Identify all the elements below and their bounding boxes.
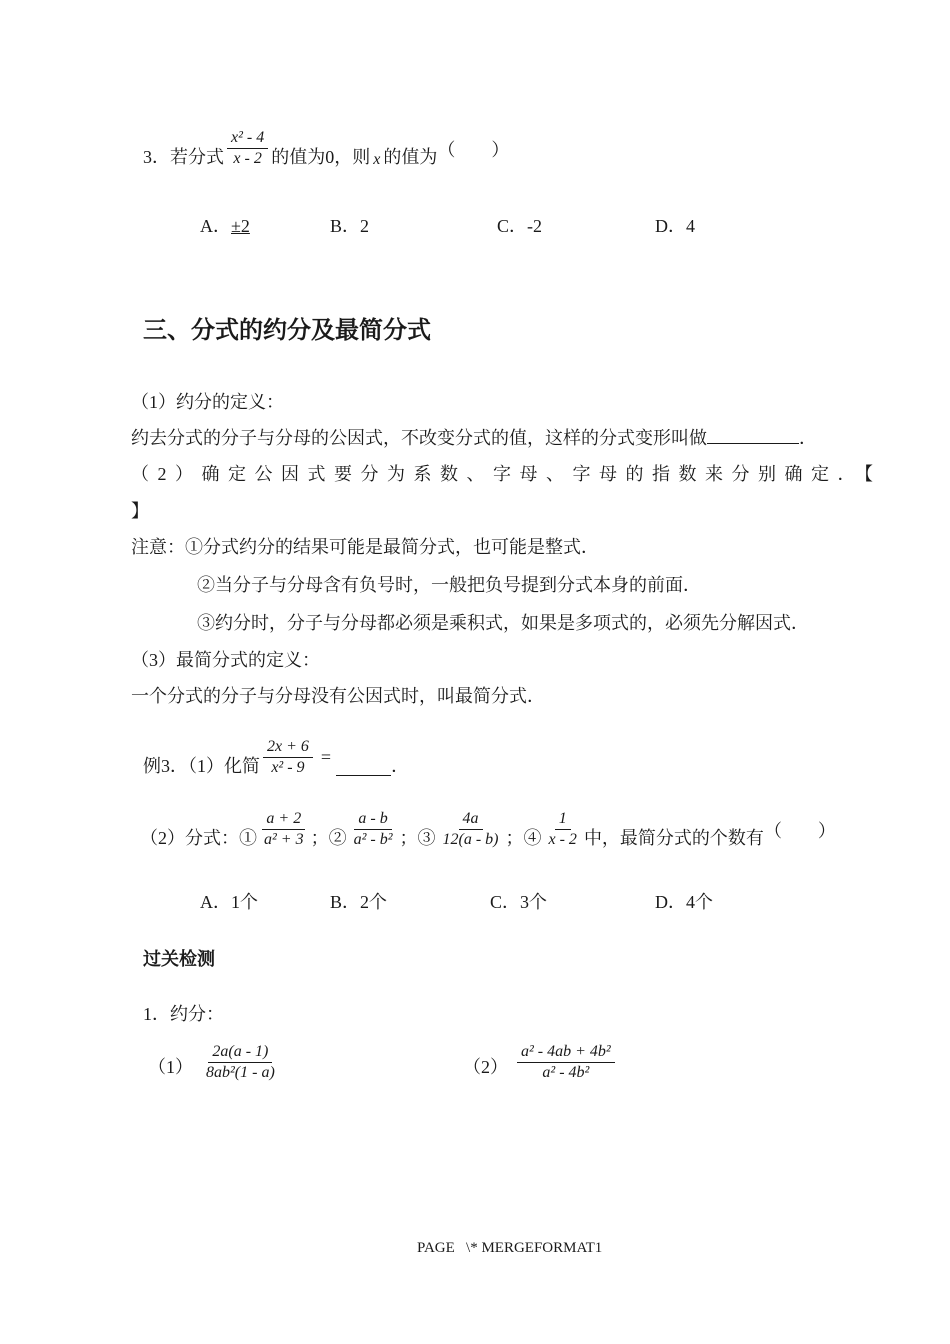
fraction-denominator: x² - 9 bbox=[271, 759, 305, 777]
option-d-value: 4个 bbox=[686, 892, 713, 912]
section-heading: 三、分式的约分及最简分式 bbox=[143, 317, 431, 344]
option-d-label: D． bbox=[655, 892, 686, 912]
page-number-field: PAGE \* MERGEFORMAT1 bbox=[417, 1240, 603, 1256]
fraction bbox=[202, 1043, 279, 1083]
fraction-numerator: 1 bbox=[555, 810, 571, 830]
option-a bbox=[200, 888, 258, 914]
note-1: 注意：①分式约分的结果可能是最简分式，也可能是整式． bbox=[131, 537, 599, 557]
option-c-value: 3个 bbox=[520, 892, 548, 912]
option-a bbox=[200, 212, 250, 238]
separator-3: ；③ bbox=[399, 827, 436, 848]
point2-close: 】 bbox=[131, 501, 149, 521]
passcheck-q1: 1．约分： bbox=[143, 1004, 224, 1024]
question-3-options bbox=[0, 212, 950, 242]
reduce-item-1 bbox=[148, 1043, 282, 1083]
option-a-label: A． bbox=[200, 216, 231, 236]
fraction-numerator: a + 2 bbox=[262, 810, 305, 830]
def1-text bbox=[131, 424, 817, 450]
question-3-suffix: 的值为 bbox=[383, 146, 438, 167]
option-c-label: C． bbox=[497, 216, 528, 236]
option-b-value: 2 bbox=[360, 216, 370, 236]
answer-paren: （ ） bbox=[763, 820, 836, 841]
fraction-numerator: 2x + 6 bbox=[263, 738, 313, 758]
option-c-label: C． bbox=[490, 892, 521, 912]
item-1-label: （1） bbox=[148, 1056, 193, 1077]
answer-paren: （ ） bbox=[437, 139, 510, 160]
fraction-numerator: 4a bbox=[459, 810, 483, 830]
question-3-mid: 的值为0，则 bbox=[271, 146, 371, 167]
fraction-denominator: a² + 3 bbox=[264, 831, 304, 849]
fraction bbox=[263, 738, 313, 778]
answer-blank bbox=[336, 756, 391, 776]
fraction-numerator: a² - 4ab + 4b² bbox=[517, 1043, 615, 1063]
fraction-denominator: 8ab²(1 - a) bbox=[206, 1064, 275, 1082]
part2-lead: （2）分式：① bbox=[140, 827, 257, 848]
fraction bbox=[227, 129, 268, 169]
note-2: ②当分子与分母含有负号时，一般把负号提到分式本身的前面． bbox=[197, 575, 701, 595]
example-3-period: ． bbox=[391, 755, 410, 776]
fraction-denominator: 12(a - b) bbox=[442, 831, 499, 849]
option-b-label: B． bbox=[330, 892, 361, 912]
option-c bbox=[497, 212, 542, 238]
def1-period: ． bbox=[799, 428, 817, 448]
option-c bbox=[490, 888, 547, 914]
option-d-label: D． bbox=[655, 216, 686, 236]
def3-text: 一个分式的分子与分母没有公因式时，叫最简分式． bbox=[131, 686, 545, 706]
passcheck-heading: 过关检测 bbox=[143, 949, 215, 969]
equals-sign: = bbox=[320, 747, 332, 768]
fraction-denominator: a² - b² bbox=[353, 831, 393, 849]
option-b-label: B． bbox=[330, 216, 361, 236]
option-b-value: 2个 bbox=[360, 892, 388, 912]
fraction-denominator: a² - 4b² bbox=[542, 1064, 590, 1082]
fraction bbox=[517, 1043, 615, 1083]
fill-blank bbox=[707, 424, 799, 444]
option-a-label: A． bbox=[200, 892, 231, 912]
option-b bbox=[330, 888, 387, 914]
note-3: ③约分时，分子与分母都必须是乘积式，如果是多项式的，必须先分解因式． bbox=[197, 613, 809, 633]
def3-title: （3）最简分式的定义： bbox=[131, 650, 320, 670]
fraction-denominator: x - 2 bbox=[548, 831, 577, 849]
option-a-value: 1个 bbox=[231, 892, 258, 912]
fraction-4 bbox=[545, 810, 581, 850]
def1-text-body: 约去分式的分子与分母的公因式，不改变分式的值，这样的分式变形叫做 bbox=[131, 428, 707, 448]
option-a-value: ±2 bbox=[231, 216, 250, 236]
item-2-label: （2） bbox=[463, 1056, 508, 1077]
option-d bbox=[655, 212, 695, 238]
separator-4: ；④ bbox=[505, 827, 542, 848]
fraction-denominator: x - 2 bbox=[233, 150, 262, 168]
example-3-part2 bbox=[140, 810, 836, 850]
reduce-item-2 bbox=[463, 1043, 618, 1083]
fraction-1 bbox=[260, 810, 308, 850]
fraction-numerator: 2a(a - 1) bbox=[208, 1043, 272, 1063]
def1-title: （1）约分的定义： bbox=[131, 392, 284, 412]
option-c-value: -2 bbox=[527, 216, 543, 236]
example-3-prefix: 例3．（1）化简 bbox=[143, 755, 260, 776]
fraction-2 bbox=[350, 810, 397, 850]
math-variable: x bbox=[373, 150, 381, 168]
option-d bbox=[655, 888, 713, 914]
question-3-prefix: 3．若分式 bbox=[143, 146, 224, 167]
fraction-3 bbox=[439, 810, 503, 850]
option-d-value: 4 bbox=[686, 216, 695, 236]
fraction-numerator: x² - 4 bbox=[227, 129, 268, 149]
example-3-part1 bbox=[143, 738, 409, 778]
point2-text: （2）确定公因式要分为系数、字母、字母的指数来分别确定．【 bbox=[131, 464, 873, 484]
fraction-numerator: a - b bbox=[354, 810, 391, 830]
separator-2: ；② bbox=[310, 827, 347, 848]
option-b bbox=[330, 212, 369, 238]
part2-tail: 中，最简分式的个数有 bbox=[583, 827, 764, 848]
example-3-options bbox=[0, 888, 950, 918]
question-3 bbox=[143, 129, 509, 169]
